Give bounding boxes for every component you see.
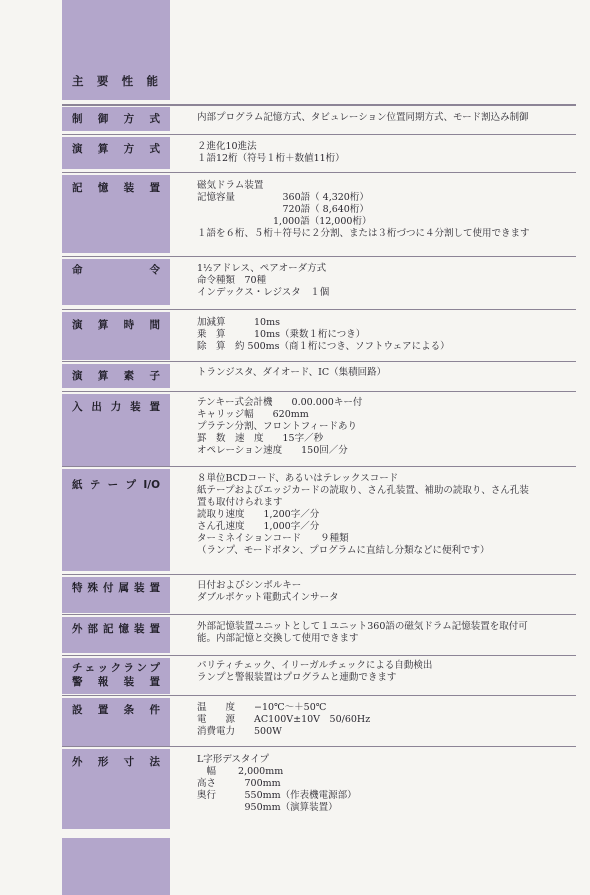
spec-value-line: 950mm（演算装置） <box>197 802 338 813</box>
spec-value-line: 能。内部記憶と交換して使用できます <box>197 633 359 644</box>
spec-value <box>197 141 582 165</box>
spec-label-line: 命 令 <box>72 264 160 276</box>
spec-label-line: チェックランプ <box>72 662 160 674</box>
spec-value <box>197 702 582 738</box>
spec-value-line: 高さ 700mm <box>197 778 281 789</box>
spec-value-line: トランジスタ、ダイオード、IC（集積回路） <box>197 367 387 378</box>
spec-label-line: 外 部 記 憶 装 置 <box>72 623 160 635</box>
spec-label <box>72 400 160 414</box>
spec-label <box>72 581 160 595</box>
spec-value <box>197 367 582 379</box>
spec-label <box>72 755 160 769</box>
spec-value-line: 1,000語（12,000桁） <box>197 216 372 227</box>
spec-value-line: 読取り速度 1,200字／分 <box>197 509 320 520</box>
spec-value-line: 内部プログラム記憶方式、タビュレーション位置同期方式、モード割込み制御 <box>197 112 529 123</box>
spec-value-line: L字形デスタイプ <box>197 754 269 765</box>
spec-label <box>72 318 160 332</box>
spec-value-line: パリティチェック、イリーガルチェックによる自動検出 <box>197 660 433 671</box>
spec-value-line: 置も取付けられます <box>197 497 283 508</box>
spec-value-line: 紙テープおよびエッジカードの読取り、さん孔装置、補助の読取り、さん孔装 <box>197 485 529 496</box>
spec-label-line: 設 置 条 件 <box>72 704 160 716</box>
spec-value-line: 外部記憶装置ユニットとして１ユニット360語の磁気ドラム記憶装置を取付可 <box>197 621 528 632</box>
spec-value-line: １語を６桁、５桁＋符号に２分割、または３桁づつに４分割して使用できます <box>197 228 530 239</box>
row-divider <box>62 134 576 135</box>
spec-value-line: インデックス・レジスタ １個 <box>197 287 330 298</box>
spec-value-line: ２進化10進法 <box>197 141 257 152</box>
spec-value-line: （ランプ、モードボタン、プログラムに直結し分類などに便利です） <box>197 545 490 556</box>
spec-label-line: 警 報 装 置 <box>72 676 160 688</box>
spec-value <box>197 621 582 645</box>
spec-value-line: ダブルポケット電動式インサータ <box>197 592 339 603</box>
spec-label-line: 演 算 素 子 <box>72 370 160 382</box>
spec-value-line: ターミネイションコード ９種類 <box>197 533 349 544</box>
spec-value <box>197 317 582 353</box>
spec-value <box>197 660 582 684</box>
spec-value-line: さん孔速度 1,000字／分 <box>197 521 320 532</box>
row-divider <box>62 172 576 173</box>
spec-value-line: 日付およびシンボルキー <box>197 580 302 591</box>
spec-value-line: 720語（ 8,640桁） <box>197 204 369 215</box>
spec-label <box>72 369 160 383</box>
row-divider <box>62 104 576 106</box>
row-divider <box>62 655 576 656</box>
spec-value-line: 奥行 550mm（作表機電源部） <box>197 790 357 801</box>
spec-value-line: 磁気ドラム装置 <box>197 180 264 191</box>
spec-label <box>72 142 160 156</box>
row-divider <box>62 256 576 257</box>
spec-value <box>197 263 582 299</box>
spec-label-line: 外 形 寸 法 <box>72 756 160 768</box>
spec-value-line: テンキー式会計機 0.00.000キー付 <box>197 397 363 408</box>
row-divider <box>62 695 576 696</box>
spec-value-line: 乗 算 10ms（乗数１桁につき） <box>197 329 366 340</box>
spec-label-line: 演 算 方 式 <box>72 143 160 155</box>
spec-label-line: 演 算 時 間 <box>72 319 160 331</box>
row-divider <box>62 614 576 615</box>
spec-value <box>197 180 582 240</box>
spec-value <box>197 580 582 604</box>
bottom-purple-block <box>62 838 170 895</box>
spec-label <box>72 112 160 126</box>
row-divider <box>62 309 576 310</box>
spec-value-line: オペレーション速度 150回／分 <box>197 445 348 456</box>
row-divider <box>62 574 576 575</box>
spec-value-line: 幅 2,000mm <box>197 766 284 777</box>
spec-label <box>72 661 160 689</box>
spec-label <box>72 181 160 195</box>
spec-label-line: 制 御 方 式 <box>72 113 160 125</box>
spec-value-line: 記憶容量 360語（ 4,320桁） <box>197 192 369 203</box>
spec-value <box>197 473 582 557</box>
spec-value-line: １語12桁（符号１桁＋数値11桁） <box>197 153 345 164</box>
spec-value-line: プラテン分割、フロントフィードあり <box>197 421 357 432</box>
spec-label-line: 特 殊 付 属 装 置 <box>72 582 160 594</box>
spec-value-line: 電 源 AC100V±10V 50/60Hz <box>197 714 371 725</box>
spec-value-line: 消費電力 500W <box>197 726 282 737</box>
spec-label-line: 紙 テ ー プ I/O <box>72 479 160 491</box>
spec-label-line: 入 出 力 装 置 <box>72 401 160 413</box>
row-divider <box>62 391 576 392</box>
spec-label-line: 記 憶 装 置 <box>72 182 160 194</box>
spec-value-line: 罫 数 速 度 15字／秒 <box>197 433 324 444</box>
row-divider <box>62 746 576 747</box>
spec-value-line: ８単位BCDコード、あるいはテレックスコード <box>197 473 399 484</box>
row-divider <box>62 361 576 362</box>
page-title: 主 要 性 能 <box>72 74 158 88</box>
spec-value-line: ランプと警報装置はプログラムと連動できます <box>197 672 397 683</box>
spec-label <box>72 263 160 277</box>
spec-label <box>72 703 160 717</box>
spec-value <box>197 754 582 814</box>
spec-label <box>72 478 160 492</box>
spec-value-line: 温 度 −10℃〜＋50℃ <box>197 702 327 713</box>
row-divider <box>62 466 576 467</box>
spec-value-line: 加減算 10ms <box>197 317 280 328</box>
spec-value-line: 命令種類 70種 <box>197 275 267 286</box>
spec-label <box>72 622 160 636</box>
spec-value <box>197 112 582 124</box>
spec-value <box>197 397 582 457</box>
spec-value-line: 1½アドレス、ペアオーダ方式 <box>197 263 327 274</box>
spec-value-line: キャリッジ幅 620mm <box>197 409 309 420</box>
spec-value-line: 除 算 約 500ms（商１桁につき、ソフトウェアによる） <box>197 341 450 352</box>
